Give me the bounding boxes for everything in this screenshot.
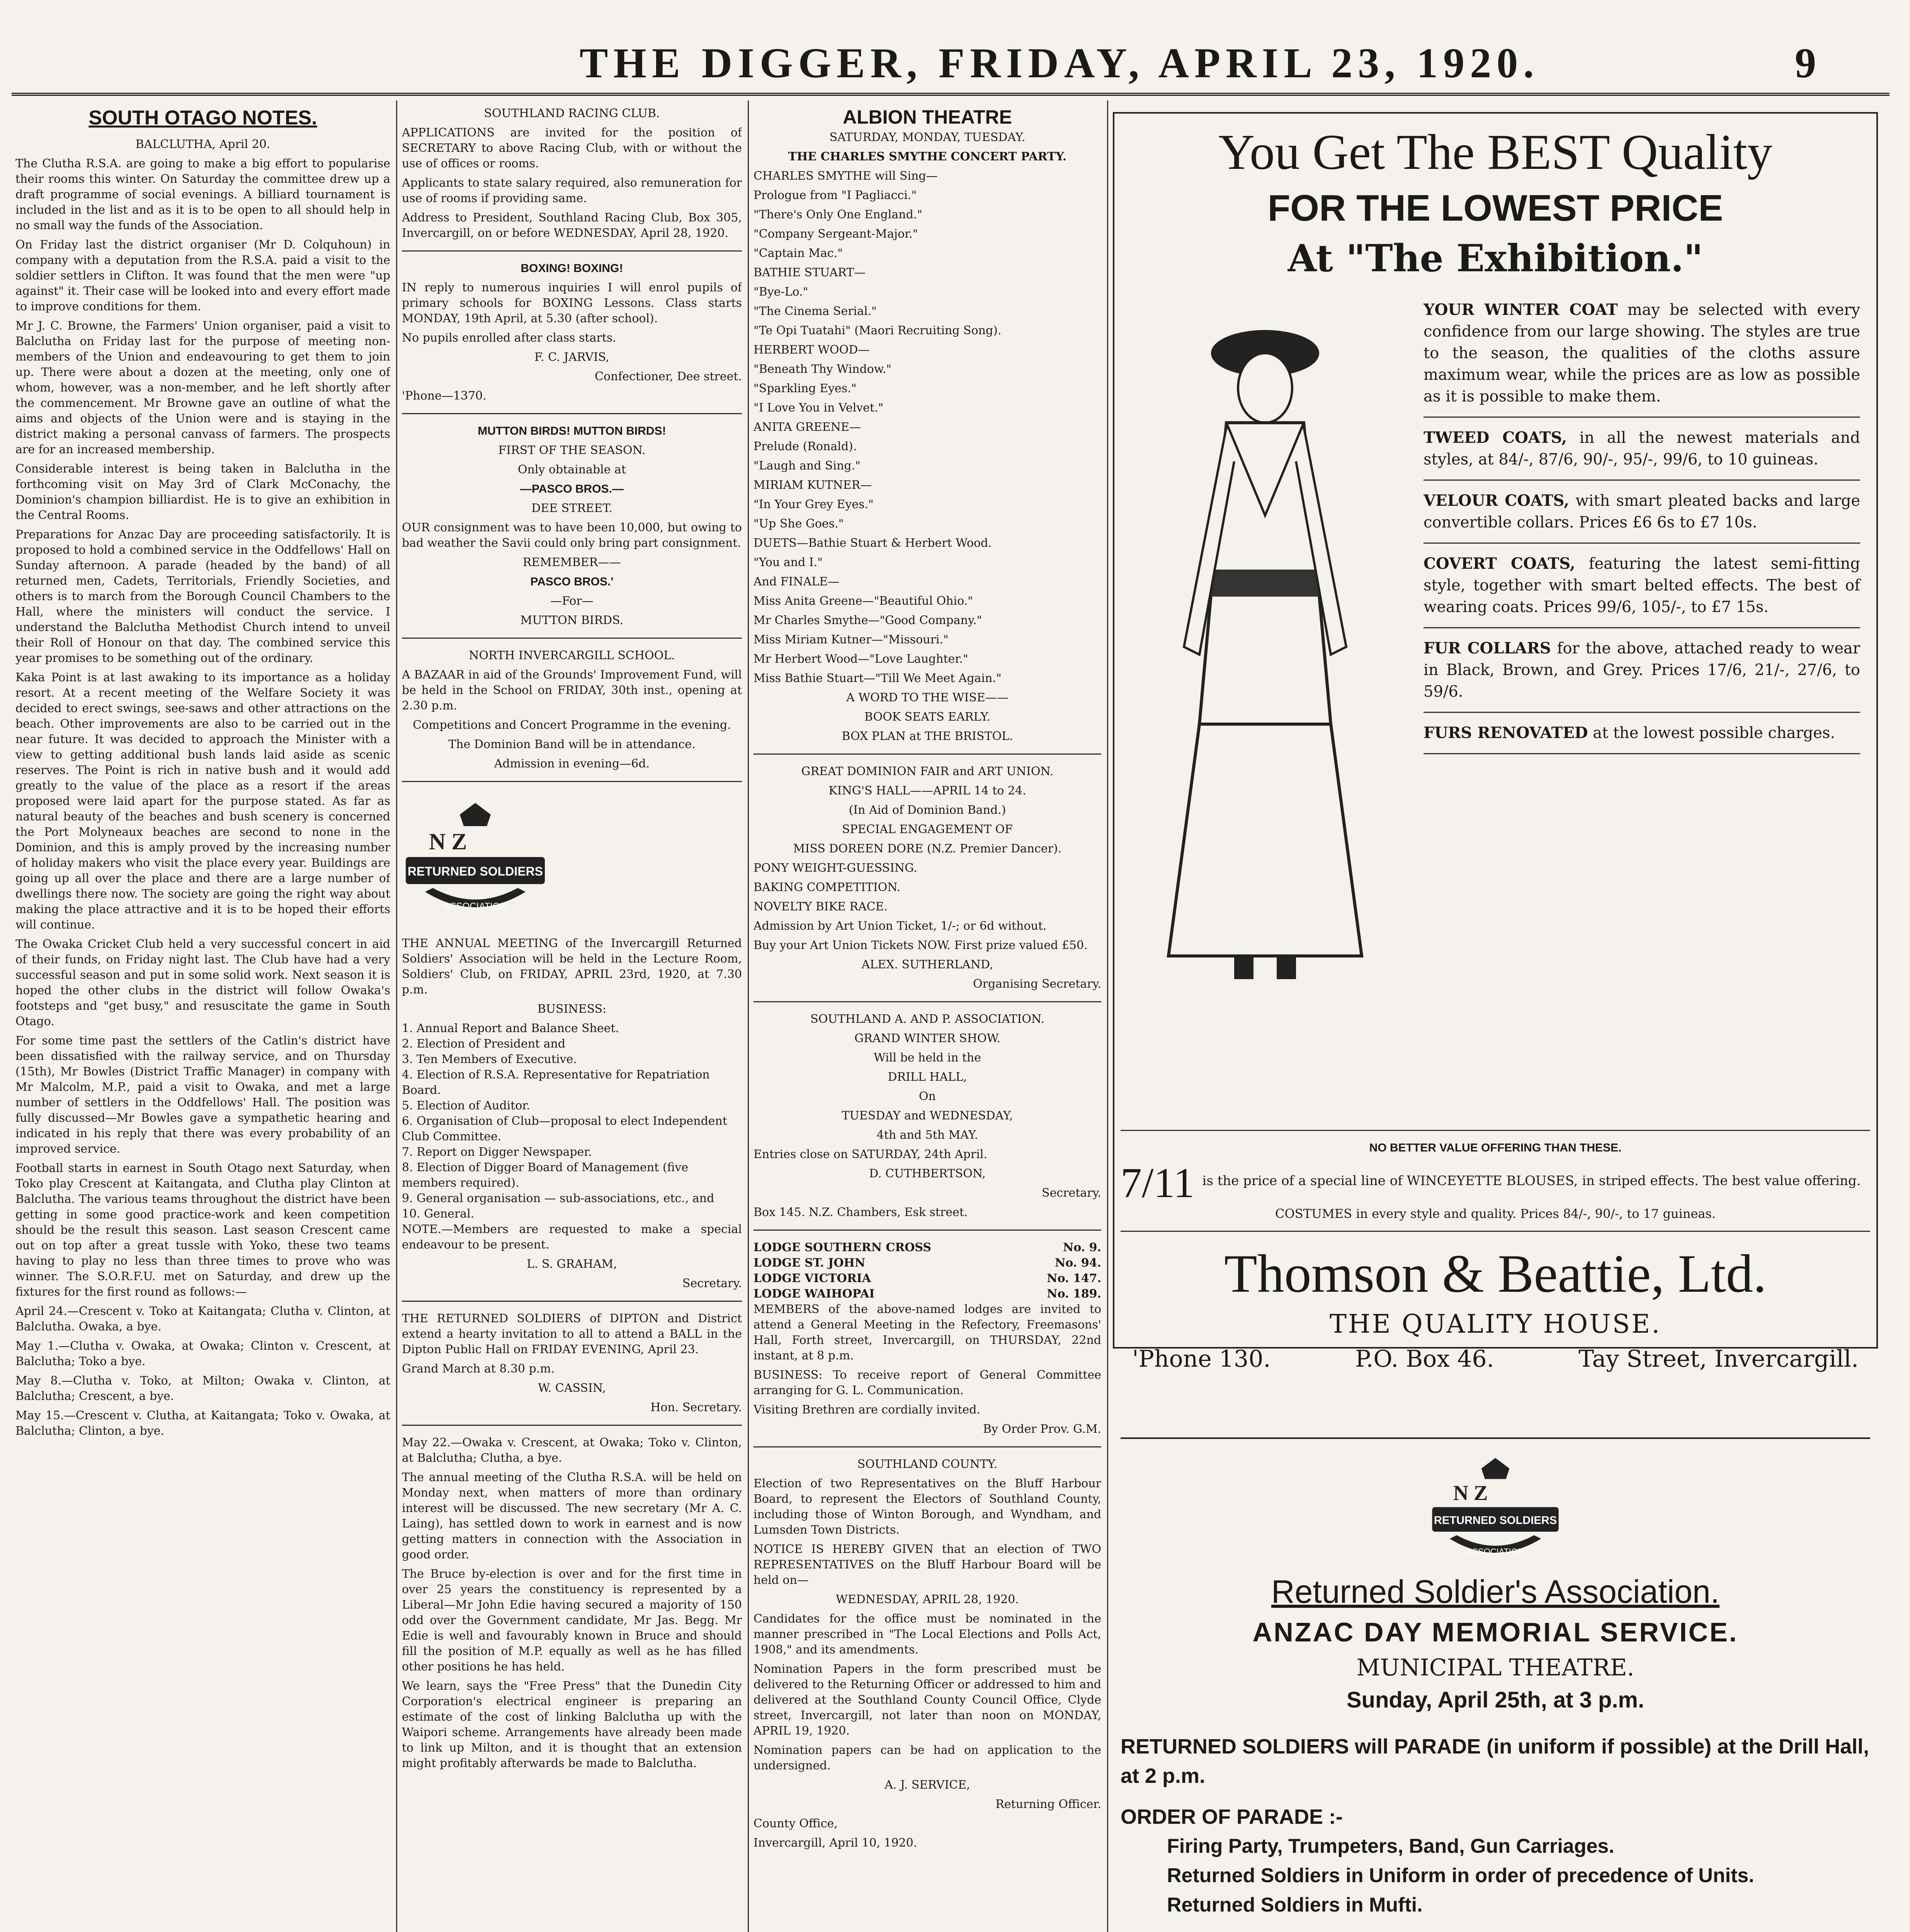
article-paragraph: The annual meeting of the Clutha R.S.A. will be held on Monday next, when matters of more than ordinary interest will be discussed. The new secretary (Mr A. C. Laing), has settled down to work in earnest and is now getting matters in connection with the Association in good order.: [402, 1471, 742, 1561]
divider: [753, 753, 1101, 755]
albion-plan: BOX PLAN at THE BRISTOL.: [842, 730, 1013, 743]
blouse-price: 7/11: [1121, 1159, 1195, 1206]
albion-word: A WORD TO THE WISE——: [846, 691, 1009, 704]
column-divider: [396, 100, 397, 1932]
programme-line: "Captain Mac.": [753, 247, 843, 260]
coat-offer: [1424, 638, 1860, 702]
mutton-line: DEE STREET.: [531, 502, 612, 515]
divider: [402, 638, 742, 639]
firm-street: Tay Street, Invercargill.: [1578, 1345, 1859, 1372]
coat-offer: [1424, 299, 1860, 407]
business-item: 4. Election of R.S.A. Representative for Repatriation Board.: [402, 1068, 710, 1097]
column-notices-b: [753, 100, 1101, 1932]
business-item: 9. General organisation — sub-associations, etc., and: [402, 1192, 714, 1205]
ad-exhibition: At "The Exhibition.": [1288, 236, 1703, 280]
business-item: 3. Ten Members of Executive.: [402, 1053, 577, 1066]
article-paragraph: We learn, says the "Free Press" that the Dunedin City Corporation's electrical engineer is preparing an estimate of the cost of linking Balclutha up with the Waipori scheme. Arrangements have already been made to link up Milton, and it is thought that an extension might profitably afterwards be made to Balclutha.: [402, 1679, 742, 1770]
dipton-signature: W. CASSIN,: [538, 1381, 606, 1395]
school-line: Admission in evening—6d.: [494, 757, 650, 770]
show-line: GRAND WINTER SHOW.: [854, 1032, 1000, 1045]
albion-book: BOOK SEATS EARLY.: [864, 710, 990, 724]
programme-line: "The Cinema Serial.": [753, 304, 877, 318]
county-office-date: Invercargill, April 10, 1920.: [753, 1836, 917, 1850]
lodge-number: No. 147.: [1047, 1272, 1101, 1285]
show-signature: D. CUTHBERTSON,: [869, 1167, 986, 1180]
article-paragraph: Considerable interest is being taken in Balclutha in the forthcoming visit on May 3rd of Clark McConachy, the Dominion's champion billiardist. He is to give an exhibition in the Central Rooms.: [15, 462, 390, 522]
fair-signature-title: Organising Secretary.: [973, 977, 1101, 991]
lodge-order: By Order Prov. G.M.: [983, 1422, 1101, 1436]
programme-line: MIRIAM KUTNER—: [753, 478, 872, 492]
coat-offer-lead: COVERT COATS,: [1424, 554, 1575, 573]
anzac-title: Returned Soldier's Association.: [1271, 1573, 1720, 1610]
programme-line: Miss Anita Greene—"Beautiful Ohio.": [753, 594, 973, 608]
school-para: A BAZAAR in aid of the Grounds' Improvement Fund, will be held in the School on FRIDAY, 30th inst., opening at 2.30 p.m.: [402, 668, 742, 713]
rsa-signature: L. S. GRAHAM,: [527, 1257, 617, 1271]
show-address: Box 145. N.Z. Chambers, Esk street.: [753, 1206, 968, 1219]
school-title: NORTH INVERCARGILL SCHOOL.: [469, 649, 675, 662]
lodge-number: No. 94.: [1055, 1256, 1101, 1270]
programme-line: Prelude (Ronald).: [753, 440, 857, 453]
rsa-business-heading: BUSINESS:: [537, 1002, 607, 1016]
mutton-line: Only obtainable at: [517, 463, 626, 476]
masthead: [116, 31, 1816, 89]
anzac-parade-item: Firing Party, Trumpeters, Band, Gun Carriages.: [1167, 1835, 1614, 1857]
coat-offer: [1424, 490, 1860, 533]
divider: [402, 413, 742, 414]
coat-offer: [1424, 722, 1860, 744]
show-line: Will be held in the: [873, 1051, 981, 1065]
anzac-order: ORDER OF PARADE :-: [1121, 1805, 1343, 1828]
anzac-date: Sunday, April 25th, at 3 p.m.: [1346, 1687, 1645, 1713]
coat-offer: [1424, 553, 1860, 618]
county-para: Nomination Papers in the form prescribed must be delivered to the Returning Officer or addressed to him and delivered at the Southland County Council Office, Clyde street, Invercargill, not later than noon on MONDAY, APRIL 19, 1920.: [753, 1662, 1101, 1738]
programme-line: "In Your Grey Eyes.": [753, 498, 874, 511]
coat-offer-text: in all the newest materials and styles, at 84/-, 87/6, 90/-, 95/-, 99/6, to 10 guineas.: [1424, 429, 1860, 468]
anzac-theatre: MUNICIPAL THEATRE.: [1356, 1654, 1634, 1681]
ad-headline: You Get The BEST Quality: [1218, 124, 1772, 180]
anzac-service: ANZAC DAY MEMORIAL SERVICE.: [1252, 1617, 1738, 1647]
article-paragraph: The Bruce by-election is over and for the first time in over 25 years the constituency is represented by a Liberal—Mr John Edie having secured a majority of 150 odd over the Government candidate, Mr Jas. Begg. Mr Edie is well and favourably known in Bruce and should fill the position of M.P. equally as well as he has filled other positions he has held.: [402, 1567, 742, 1673]
mutton-para: OUR consignment was to have been 10,000, but owing to bad weather the Savii could only bring part consignment.: [402, 521, 742, 550]
badge-ribbon-text: RETURNED SOLDIERS: [407, 864, 543, 878]
albion-programme: [753, 168, 1101, 686]
fair-line: KING'S HALL——APRIL 14 to 24.: [828, 784, 1026, 798]
show-line: TUESDAY and WEDNESDAY,: [842, 1109, 1013, 1122]
article-paragraph: May 22.—Owaka v. Crescent, at Owaka; Toko v. Clinton, at Balclutha; Clutha, a bye.: [402, 1436, 742, 1465]
divider: [753, 1001, 1101, 1002]
divider: [753, 1230, 1101, 1231]
blouse-offer: [1121, 1160, 1870, 1206]
coat-offer-lead: YOUR WINTER COAT: [1424, 301, 1618, 319]
lodge-name: LODGE WAIHOPAI: [753, 1287, 875, 1301]
rsa-note: NOTE.—Members are requested to make a special endeavour to be present.: [402, 1223, 742, 1252]
divider: [1121, 1130, 1870, 1131]
rsa-meeting-para: THE ANNUAL MEETING of the Invercargill Returned Soldiers' Association will be held in the Lecture Room, Soldiers' Club, on FRIDAY, APRIL 23rd, 1920, at 7.30 p.m.: [402, 937, 742, 997]
firm-box: P.O. Box 46.: [1355, 1345, 1494, 1372]
county-para: Candidates for the office must be nominated in the manner prescribed in "The Local Elections and Polls Act, 1908," and its amendments.: [753, 1612, 1101, 1656]
ad-body: [1122, 299, 1869, 1014]
show-line: Entries close on SATURDAY, 24th April.: [753, 1148, 987, 1161]
boxing-phone: 'Phone—1370.: [402, 389, 486, 403]
dateline: BALCLUTHA, April 20.: [135, 138, 270, 151]
article-paragraph: Kaka Point is at last awaking to its importance as a holiday resort. At a recent meeting of the Welfare Society it was decided to erect swings, see-saws and other attractions on the beach. Other improvements are also to be carried out in the near future. It was decided to approach the Minister with a view to getting additional bush lands laid aside as scenic reserves. The Point is rich in native bush and it would add greatly to the value of the place as a resort if the areas proposed were laid apart for the purpose stated. As far as natural beauty of the beaches and bush scenery is concerned the Port Molyneaux beaches are second to none in the Dominion, and this is amply proved by the increasing number of holiday makers who visit the place every year. Buildings are going up all over the place and there are a large number of dwellings there now. The society are going the right way about making the place attractive and it is to be hoped their efforts will continue.: [15, 671, 390, 932]
racing-paragraph: APPLICATIONS are invited for the position of SECRETARY to above Racing Club, with or without the use of offices or rooms.: [402, 126, 742, 170]
article-continuation: [402, 1435, 742, 1771]
divider: [1424, 417, 1860, 418]
divider: [1424, 543, 1860, 544]
divider: [402, 1301, 742, 1302]
coat-offer-text: with smart pleated backs and large convertible collars. Prices £6 6s to £7 10s.: [1424, 492, 1860, 531]
divider: [1424, 712, 1860, 713]
programme-line: "I Love You in Velvet.": [753, 401, 884, 415]
programme-line: Mr Herbert Wood—"Love Laughter.": [753, 652, 968, 666]
coat-offer-text: may be selected with every confidence from our large showing. The styles are true to the season, the qualities of the cloths assure maximum wear, while the prices are as low as possible as it is possible to make them.: [1424, 301, 1861, 405]
anzac-service-ad: [1121, 1437, 1870, 1932]
mutton-line: —For—: [550, 594, 594, 608]
badge-ribbon-text: RETURNED SOLDIERS: [1434, 1514, 1557, 1527]
coat-offer-lead: FUR COLLARS: [1424, 639, 1551, 657]
county-signature-title: Returning Officer.: [995, 1798, 1101, 1811]
masthead-title: THE DIGGER, FRIDAY, APRIL 23, 1920.: [580, 39, 1539, 87]
show-line: 4th and 5th MAY.: [876, 1128, 978, 1142]
county-signature: A. J. SERVICE,: [884, 1778, 970, 1792]
programme-line: "Sparkling Eyes.": [753, 382, 857, 395]
county-office: County Office,: [753, 1817, 838, 1830]
divider: [402, 250, 742, 252]
lodge-row: [753, 1286, 1101, 1302]
anzac-parade-item: Returned Soldiers in Mufti.: [1167, 1894, 1423, 1916]
coat-offer-lead: VELOUR COATS,: [1424, 492, 1569, 510]
programme-line: BATHIE STUART—: [753, 266, 866, 279]
programme-line: "Company Sergeant-Major.": [753, 227, 918, 241]
mutton-line: FIRST OF THE SEASON.: [498, 444, 646, 457]
albion-days: SATURDAY, MONDAY, TUESDAY.: [829, 131, 1026, 144]
rsa-badge-icon: [402, 799, 549, 927]
boxing-paragraph: No pupils enrolled after class starts.: [402, 331, 616, 345]
article-paragraph: For some time past the settlers of the Catlin's district have been dissatisfied with the railway service, and on Thursday (15th), Mr Bowles (District Traffic Manager) in company with Mr Malcolm, M.P., paid a visit to Owaka, and met a large number of settlers in the Oddfellows' Hall. The position was fully discussed—Mr Bowles gave a sympathetic hearing and indicated in his reply that there was every probability of an improved service.: [15, 1034, 390, 1156]
programme-line: CHARLES SMYTHE will Sing—: [753, 169, 938, 183]
column-divider: [1107, 100, 1108, 1932]
dipton-para: THE RETURNED SOLDIERS of DIPTON and District extend a hearty invitation to all to attend a BALL in the Dipton Public Hall on FRIDAY EVENING, April 23.: [402, 1312, 742, 1356]
school-line: Competitions and Concert Programme in the evening.: [413, 718, 731, 732]
county-title: SOUTHLAND COUNTY.: [857, 1458, 998, 1471]
page-number: 9: [1795, 39, 1816, 87]
lodge-name: LODGE ST. JOHN: [753, 1256, 866, 1270]
fair-line: NOVELTY BIKE RACE.: [753, 900, 888, 913]
divider: [402, 781, 742, 782]
programme-line: "Beneath Thy Window.": [753, 362, 892, 376]
firm-phone: 'Phone 130.: [1132, 1345, 1271, 1372]
county-para: Election of two Representatives on the Bluff Harbour Board, to represent the Electors of Southland County, including those of Winton Borough, and Wyndham, and Lumsden Town Districts.: [753, 1477, 1101, 1537]
divider: [402, 1425, 742, 1426]
programme-line: "Bye-Lo.": [753, 285, 808, 299]
dipton-signature-title: Hon. Secretary.: [650, 1401, 742, 1414]
county-para: NOTICE IS HEREBY GIVEN that an election of TWO REPRESENTATIVES on the Bluff Harbour Board will be held on—: [753, 1543, 1101, 1587]
programme-line: "There's Only One England.": [753, 208, 923, 221]
programme-line: DUETS—Bathie Stuart & Herbert Wood.: [753, 536, 992, 550]
lodge-name: LODGE SOUTHERN CROSS: [753, 1241, 932, 1254]
programme-line: ANITA GREENE—: [753, 420, 861, 434]
boxing-paragraph: IN reply to numerous inquiries I will enrol pupils of primary schools for BOXING Lessons. Class starts MONDAY, 19th April, at 5.30 (after school).: [402, 281, 742, 325]
costumes-text: COSTUMES in every style and quality. Prices 84/-, 90/-, to 17 guineas.: [1275, 1206, 1716, 1221]
blouse-text: is the price of a special line of WINCEYETTE BLOUSES, in striped effects. The best value offering.: [1202, 1173, 1861, 1189]
article-paragraph: The Clutha R.S.A. are going to make a big effort to popularise their rooms this winter. On Saturday the committee drew up a draft programme of social evenings. A billiard tournament is included in the list and as it is to be open to all should help in no small way the funds of the Association.: [15, 157, 390, 232]
lodge-name: LODGE VICTORIA: [753, 1272, 871, 1285]
boxing-title: BOXING! BOXING!: [520, 262, 623, 275]
firm-contacts: [1121, 1342, 1870, 1376]
mutton-line: —PASCO BROS.—: [520, 483, 624, 495]
programme-line: "Te Opi Tuatahi" (Maori Recruiting Song).: [753, 324, 1002, 337]
article-paragraph: April 24.—Crescent v. Toko at Kaitangata; Clutha v. Clinton, at Balclutha. Owaka, a bye.: [15, 1304, 390, 1333]
fair-line: SPECIAL ENGAGEMENT OF: [842, 823, 1013, 836]
lodge-row: [753, 1240, 1101, 1255]
coat-offer: [1424, 427, 1860, 470]
lodge-number: No. 189.: [1047, 1287, 1101, 1301]
business-item: 6. Organisation of Club—proposal to elect Independent Club Committee.: [402, 1114, 727, 1143]
column-south-otago-notes: [15, 100, 390, 1932]
thomson-beattie-footer: [1121, 1121, 1870, 1376]
programme-line: Miss Bathie Stuart—"Till We Meet Again.": [753, 672, 1002, 685]
programme-line: And FINALE—: [753, 575, 840, 588]
dipton-line: Grand March at 8.30 p.m.: [402, 1362, 555, 1376]
badge-bottom-text: ASSOCIATION: [444, 901, 507, 912]
lodge-number: No. 9.: [1063, 1241, 1101, 1254]
fair-line: BAKING COMPETITION.: [753, 881, 901, 894]
divider: [753, 1446, 1101, 1447]
anzac-parade: RETURNED SOLDIERS will PARADE (in uniform if possible) at the Drill Hall, at 2 p.m.: [1121, 1735, 1869, 1787]
mutton-line: REMEMBER——: [522, 556, 621, 569]
show-line: On: [919, 1090, 936, 1103]
divider: [1121, 1231, 1870, 1232]
lodge-para: MEMBERS of the above-named lodges are invited to attend a General Meeting in the Refectory, Freemasons' Hall, Forth street, Invercargill, on THURSDAY, 22nd instant, at 8 p.m.: [753, 1303, 1101, 1362]
programme-line: HERBERT WOOD—: [753, 343, 870, 357]
lodge-list: [753, 1240, 1101, 1302]
coat-offer-lead: TWEED COATS,: [1424, 429, 1567, 447]
badge-letters: N Z: [1453, 1481, 1488, 1505]
article-paragraph: May 1.—Clutha v. Owaka, at Owaka; Clinton v. Crescent, at Balclutha; Toko a bye.: [15, 1339, 390, 1368]
boxing-signature-line: Confectioner, Dee street.: [595, 370, 742, 383]
fair-line: Admission by Art Union Ticket, 1/-; or 6d without.: [753, 919, 1047, 933]
anzac-parade-item: Returned Soldiers in Uniform in order of precedence of Units.: [1167, 1864, 1754, 1887]
business-item: 8. Election of Digger Board of Management (five members required).: [402, 1161, 689, 1190]
ad-subheadline: FOR THE LOWEST PRICE: [1267, 187, 1723, 229]
fair-line: PONY WEIGHT-GUESSING.: [753, 861, 917, 875]
mutton-line: PASCO BROS.': [530, 575, 614, 588]
article-body: [15, 156, 390, 1439]
article-paragraph: May 15.—Crescent v. Clutha, at Kaitangata; Toko v. Owaka, at Balclutha; Clinton, a bye.: [15, 1409, 390, 1438]
column-notices-a: [402, 100, 742, 1932]
fair-signature: ALEX. SUTHERLAND,: [861, 958, 993, 971]
divider: [1424, 480, 1860, 481]
racing-club-notice: [402, 125, 742, 241]
article-paragraph: On Friday last the district organiser (Mr D. Colquhoun) in company with a deputation from the R.S.A. paid a visit to the soldier settlers in Clifton. It was found that the men were "up against" it. Their case will be looked into and every effort made to improve conditions for them.: [15, 238, 390, 313]
fair-title: GREAT DOMINION FAIR and ART UNION.: [801, 765, 1054, 778]
article-paragraph: May 8.—Clutha v. Toko, at Milton; Owaka v. Clinton, at Balclutha; Crescent, a bye.: [15, 1374, 390, 1403]
show-line: DRILL HALL,: [888, 1070, 967, 1084]
lodge-visiting: Visiting Brethren are cordially invited.: [753, 1403, 980, 1417]
firm-tagline: THE QUALITY HOUSE.: [1329, 1309, 1662, 1339]
racing-paragraph: Address to President, Southland Racing Club, Box 305, Invercargill, on or before WEDNESDAY, April 28, 1920.: [402, 211, 742, 240]
badge-letters: N Z: [429, 829, 467, 854]
programme-line: "Up She Goes.": [753, 517, 844, 531]
lodge-business: BUSINESS: To receive report of General Committee arranging for G. L. Communication.: [753, 1368, 1101, 1397]
fair-line: (In Aid of Dominion Band.): [849, 803, 1006, 817]
county-date: WEDNESDAY, APRIL 28, 1920.: [836, 1593, 1019, 1606]
firm-name: Thomson & Beattie, Ltd.: [1224, 1244, 1767, 1304]
article-heading: SOUTH OTAGO NOTES.: [88, 107, 317, 129]
boxing-signature: F. C. JARVIS,: [534, 350, 609, 364]
coat-offer-text: at the lowest possible charges.: [1593, 724, 1835, 742]
programme-line: Miss Miriam Kutner—"Missouri.": [753, 633, 949, 646]
masthead-rule: [12, 93, 1890, 96]
article-paragraph: Football starts in earnest in South Otago next Saturday, when Toko play Crescent at Kaitangata, and Clutha play Clinton at Balclutha. The various teams throughout the district have been getting in some good practice-work and keen competition should be the result this season. Last season Crescent came out on top after a great tussle with Yoko, these two teams having to play no less than three times to prove who was winner. The S.O.R.F.U. met on Saturday, and drew up the fixtures for the first round as follows:—: [15, 1162, 390, 1299]
article-paragraph: The Owaka Cricket Club held a very successful concert in aid of their funds, on Friday night last. The Club have had a very successful season and put in some solid work. Next season it is hoped the other clubs in the district will follow Owaka's footsteps and "get busy," and resuscitate the game in South Otago.: [15, 937, 390, 1028]
divider: [1424, 627, 1860, 628]
rsa-badge-icon: [1395, 1454, 1596, 1570]
column-divider: [748, 100, 749, 1932]
albion-party: THE CHARLES SMYTHE CONCERT PARTY.: [788, 150, 1067, 163]
programme-line: Mr Charles Smythe—"Good Company.": [753, 614, 982, 627]
show-title: SOUTHLAND A. AND P. ASSOCIATION.: [810, 1012, 1044, 1026]
school-line: The Dominion Band will be in attendance.: [448, 738, 696, 751]
article-paragraph: Preparations for Anzac Day are proceeding satisfactorily. It is proposed to hold a combined service in the Oddfellows' Hall on Sunday afternoon. A parade (headed by the band) of all returned men, Cadets, Territorials, Friendly Societies, and others is to march from the Borough Council Chambers to the Hall, where the ministers will conduct the service. I understand the Balclutha Methodist Church intend to unveil their Roll of Honour on that day. The combined service this year promises to be something out of the ordinary.: [15, 528, 390, 665]
coat-offer-text: featuring the latest semi-fitting style, together with smart belted effects. The best of wearing coats. Prices 99/6, 105/-, to £7 15s.: [1424, 555, 1860, 616]
racing-club-title: SOUTHLAND RACING CLUB.: [484, 107, 660, 120]
albion-title: ALBION THEATRE: [843, 106, 1012, 128]
coat-offer-lead: FURS RENOVATED: [1424, 724, 1588, 742]
article-paragraph: Mr J. C. Browne, the Farmers' Union organiser, paid a visit to Balclutha on Friday last for the purpose of meeting non-members of the Union and endeavouring to get them to join up. There were about a dozen at the meeting, only one of whom, however, was a non-member, and he left shortly after the commencement. Mr Browne gave an outline of what the aims and objects of the Union were and is staying in the district making a personal canvass of farmers. The prospects are for an increased membership.: [15, 319, 390, 456]
woman-in-coat-illustration: [1130, 299, 1400, 995]
mutton-line: MUTTON BIRDS.: [520, 614, 624, 627]
coat-offer-text: for the above, attached ready to wear in Black, Brown, and Grey. Prices 17/6, 21/-, 27/6, to 59/6.: [1424, 639, 1860, 701]
programme-line: "You and I.": [753, 556, 823, 569]
no-better-value: NO BETTER VALUE OFFERING THAN THESE.: [1369, 1141, 1622, 1154]
divider: [1424, 753, 1860, 754]
badge-bottom-text: ASSOCIATION: [1467, 1547, 1524, 1557]
boxing-notice: [402, 280, 742, 346]
lodge-row: [753, 1255, 1101, 1271]
show-signature-title: Secretary.: [1042, 1186, 1101, 1200]
lodge-row: [753, 1271, 1101, 1286]
business-item: 2. Election of President and: [402, 1037, 566, 1051]
fair-line: Buy your Art Union Tickets NOW. First prize valued £50.: [753, 939, 1088, 952]
rsa-signature-title: Secretary.: [682, 1277, 742, 1290]
programme-line: Prologue from "I Pagliacci.": [753, 189, 917, 202]
programme-line: "Laugh and Sing.": [753, 459, 861, 473]
county-para: Nomination papers can be had on application to the undersigned.: [753, 1743, 1101, 1772]
rsa-business-list: [402, 1021, 742, 1222]
racing-paragraph: Applicants to state salary required, also remuneration for use of rooms if providing same.: [402, 176, 742, 205]
mutton-title: MUTTON BIRDS! MUTTON BIRDS!: [478, 425, 666, 437]
ad-items: [1424, 299, 1860, 764]
business-item: 7. Report on Digger Newspaper.: [402, 1145, 592, 1159]
business-item: 10. General.: [402, 1207, 475, 1221]
business-item: 1. Annual Report and Balance Sheet.: [402, 1022, 619, 1035]
fair-line: MISS DOREEN DORE (N.Z. Premier Dancer).: [793, 842, 1062, 855]
business-item: 5. Election of Auditor.: [402, 1099, 530, 1112]
